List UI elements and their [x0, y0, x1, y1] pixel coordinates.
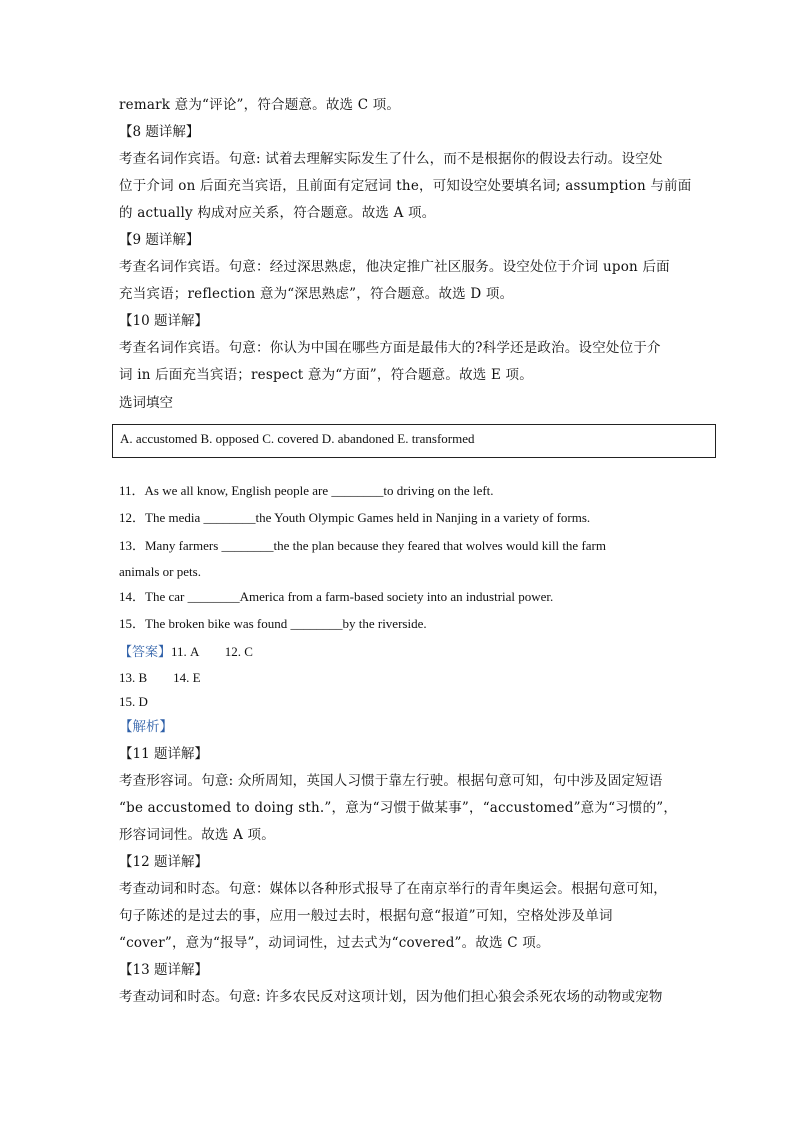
answer-row-1: [119, 643, 253, 661]
explanation-line: 充当宾语；reflection 意为“深思熟虑”，符合题意。故选 D 项。: [119, 286, 514, 302]
q8-detail-heading: 【8 题详解】: [119, 124, 200, 140]
answer-values: 11. A 12. C: [171, 644, 253, 659]
explanation-line: remark 意为“评论”，符合题意。故选 C 项。: [119, 97, 401, 113]
q10-detail-heading: 【10 题详解】: [119, 313, 208, 329]
explanation-line: 句子陈述的是过去的事，应用一般过去时，根据句意“报道”可知，空格处涉及单词: [119, 908, 613, 924]
q11-detail-heading: 【11 题详解】: [119, 746, 208, 762]
q13-detail-heading: 【13 题详解】: [119, 962, 208, 978]
explanation-line: 考查名词作宾语。句意: 试着去理解实际发生了什么，而不是根据你的假设去行动。设空处: [119, 151, 663, 167]
question-11: 11．As we all know, English people are ________to driving on the left.: [119, 483, 494, 498]
explanation-line: 的 actually 构成对应关系，符合题意。故选 A 项。: [119, 205, 436, 221]
explanation-line: 考查形容词。句意: 众所周知，英国人习惯于靠左行驶。根据句意可知，句中涉及固定短语: [119, 773, 663, 789]
section-title: 选词填空: [119, 395, 173, 411]
explanation-line: “be accustomed to doing sth.”，意为“习惯于做某事”，“accustomed”意为“习惯的”，: [119, 800, 678, 816]
question-13: 13．Many farmers ________the the plan because they feared that wolves would kill the farm: [119, 538, 606, 553]
answer-row-3: 15. D: [119, 694, 148, 709]
explanation-line: 词 in 后面充当宾语；respect 意为“方面”，符合题意。故选 E 项。: [119, 367, 533, 383]
analysis-label: 【解析】: [119, 719, 173, 735]
explanation-line: 位于介词 on 后面充当宾语，且前面有定冠词 the，可知设空处要填名词; assumption 与前面: [119, 178, 692, 194]
word-options-box: [112, 424, 716, 458]
question-15: 15．The broken bike was found ________by the riverside.: [119, 616, 427, 631]
answer-row-2: 13. B 14. E: [119, 670, 201, 685]
explanation-line: 考查动词和时态。句意: 许多农民反对这项计划，因为他们担心狼会杀死农场的动物或宠物: [119, 989, 663, 1005]
word-options: A. accustomed B. opposed C. covered D. abandoned E. transformed: [120, 431, 475, 446]
explanation-line: 形容词词性。故选 A 项。: [119, 827, 275, 843]
explanation-line: 考查名词作宾语。句意：你认为中国在哪些方面是最伟大的?科学还是政治。设空处位于介: [119, 340, 661, 356]
q9-detail-heading: 【9 题详解】: [119, 232, 200, 248]
explanation-line: 考查动词和时态。句意：媒体以各种形式报导了在南京举行的青年奥运会。根据句意可知，: [119, 881, 667, 897]
question-12: 12．The media ________the Youth Olympic Games held in Nanjing in a variety of forms.: [119, 510, 591, 525]
question-13-cont: animals or pets.: [119, 564, 201, 579]
q12-detail-heading: 【12 题详解】: [119, 854, 208, 870]
explanation-line: 考查名词作宾语。句意：经过深思熟虑，他决定推广社区服务。设空处位于介词 upon 后面: [119, 259, 670, 275]
answer-label: 【答案】: [119, 644, 172, 659]
question-14: 14．The car ________America from a farm-based society into an industrial power.: [119, 589, 554, 604]
explanation-line: “cover”，意为“报导”，动词词性，过去式为“covered”。故选 C 项。: [119, 935, 550, 951]
